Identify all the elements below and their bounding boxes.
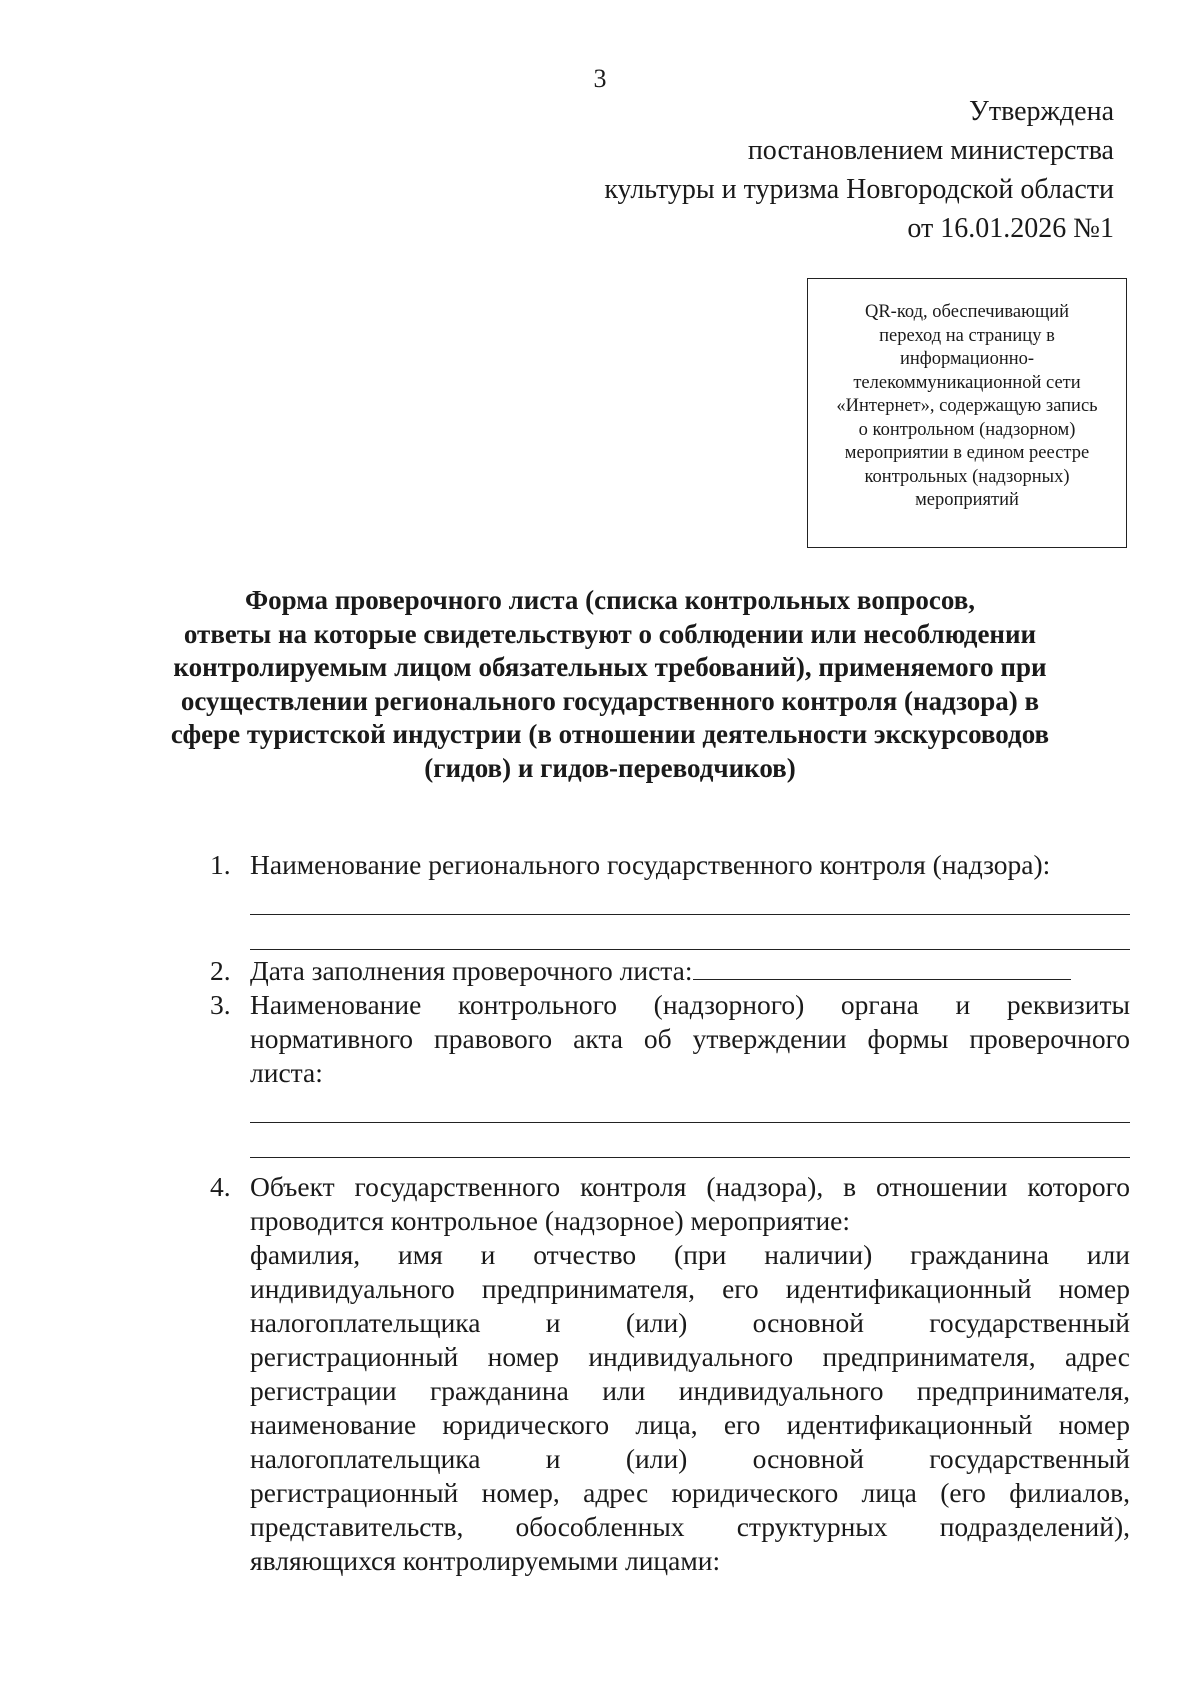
approval-stamp — [554, 92, 1114, 248]
item-4-line-2: проводится контрольное (надзорное) мероприятие: — [250, 1205, 851, 1236]
qr-code-placeholder-box — [807, 278, 1127, 548]
item-4-line-8: наименование юридического лица, его идентификационный номер — [250, 1409, 1130, 1440]
item-4-line-6: регистрационный номер индивидуального предпринимателя, адрес — [250, 1341, 1130, 1372]
item-4-number: 4. — [210, 1171, 231, 1202]
item-4-line-12: являющихся контролируемыми лицами: — [250, 1545, 721, 1576]
item-3-line-3: листа: — [250, 1057, 323, 1088]
item-1 — [210, 848, 1130, 950]
title-line: контролируемым лицом обязательных требований), применяемого при — [173, 652, 1047, 682]
item-4-line-5: налогоплательщика и (или) основной государственный — [250, 1307, 1130, 1338]
item-4-line-3: фамилия, имя и отчество (при наличии) гражданина или — [250, 1239, 1130, 1270]
approval-line-3: культуры и туризма Новгородской области — [604, 174, 1114, 205]
item-1-blank-line-1[interactable] — [250, 886, 1130, 915]
item-4-line-7: регистрации гражданина или индивидуального предпринимателя, — [250, 1375, 1130, 1406]
form-title — [130, 584, 1090, 785]
qr-box-line: «Интернет», содержащую запись — [836, 396, 1098, 416]
item-3-line-1: Наименование контрольного (надзорного) органа и реквизиты — [250, 989, 1130, 1020]
item-1-text: Наименование регионального государственного контроля (надзора): — [250, 849, 1051, 880]
title-line: (гидов) и гидов-переводчиков) — [424, 752, 796, 783]
item-4-line-10: регистрационный номер, адрес юридического лица (его филиалов, — [250, 1477, 1130, 1508]
qr-box-line: контрольных (надзорных) — [864, 466, 1070, 487]
item-3 — [210, 988, 1130, 1158]
qr-box-line: мероприятий — [915, 490, 1019, 510]
title-line: сфере туристской индустрии (в отношении деятельности экскурсоводов — [170, 719, 1050, 749]
item-1-blank-line-2[interactable] — [250, 921, 1130, 950]
item-4-line-9: налогоплательщика и (или) основной государственный — [250, 1443, 1130, 1474]
item-4 — [210, 1170, 1130, 1578]
qr-box-line: мероприятии в едином реестре — [844, 443, 1090, 463]
title-line: Форма проверочного листа (списка контрольных вопросов, — [244, 585, 976, 615]
qr-box-line: переход на страницу в — [879, 325, 1055, 346]
approval-date: от 16.01.2026 №1 — [907, 213, 1114, 244]
item-2 — [210, 954, 1130, 988]
item-3-number: 3. — [210, 989, 231, 1020]
item-3-line-2: нормативного правового акта об утверждении формы проверочного — [250, 1023, 1130, 1054]
item-2-number: 2. — [210, 955, 231, 986]
qr-box-line: о контрольном (надзорном) — [858, 419, 1076, 440]
title-line: осуществлении регионального государственного контроля (надзора) в — [180, 685, 1040, 716]
item-4-line-1: Объект государственного контроля (надзора), в отношении которого — [250, 1171, 1130, 1202]
item-4-line-4: индивидуального предпринимателя, его идентификационный номер — [250, 1273, 1130, 1304]
approval-line-2: постановлением министерства — [747, 135, 1114, 166]
item-2-date-blank[interactable] — [693, 955, 1071, 980]
approval-line-1: Утверждена — [969, 96, 1114, 127]
title-line: ответы на которые свидетельствуют о соблюдении или несоблюдении — [183, 618, 1037, 649]
qr-box-line: информационно- — [899, 349, 1035, 369]
page-number: 3 — [593, 64, 607, 93]
item-3-blank-line-1[interactable] — [250, 1094, 1130, 1123]
checklist-items — [210, 848, 1130, 1578]
item-3-blank-line-2[interactable] — [250, 1129, 1130, 1158]
item-1-number: 1. — [210, 849, 231, 880]
qr-box-line: QR-код, обеспечивающий — [864, 302, 1069, 322]
item-2-text: Дата заполнения проверочного листа: — [250, 955, 693, 986]
qr-box-line: телекоммуникационной сети — [853, 372, 1081, 393]
item-4-line-11: представительств, обособленных структурных подразделений), — [250, 1511, 1130, 1542]
